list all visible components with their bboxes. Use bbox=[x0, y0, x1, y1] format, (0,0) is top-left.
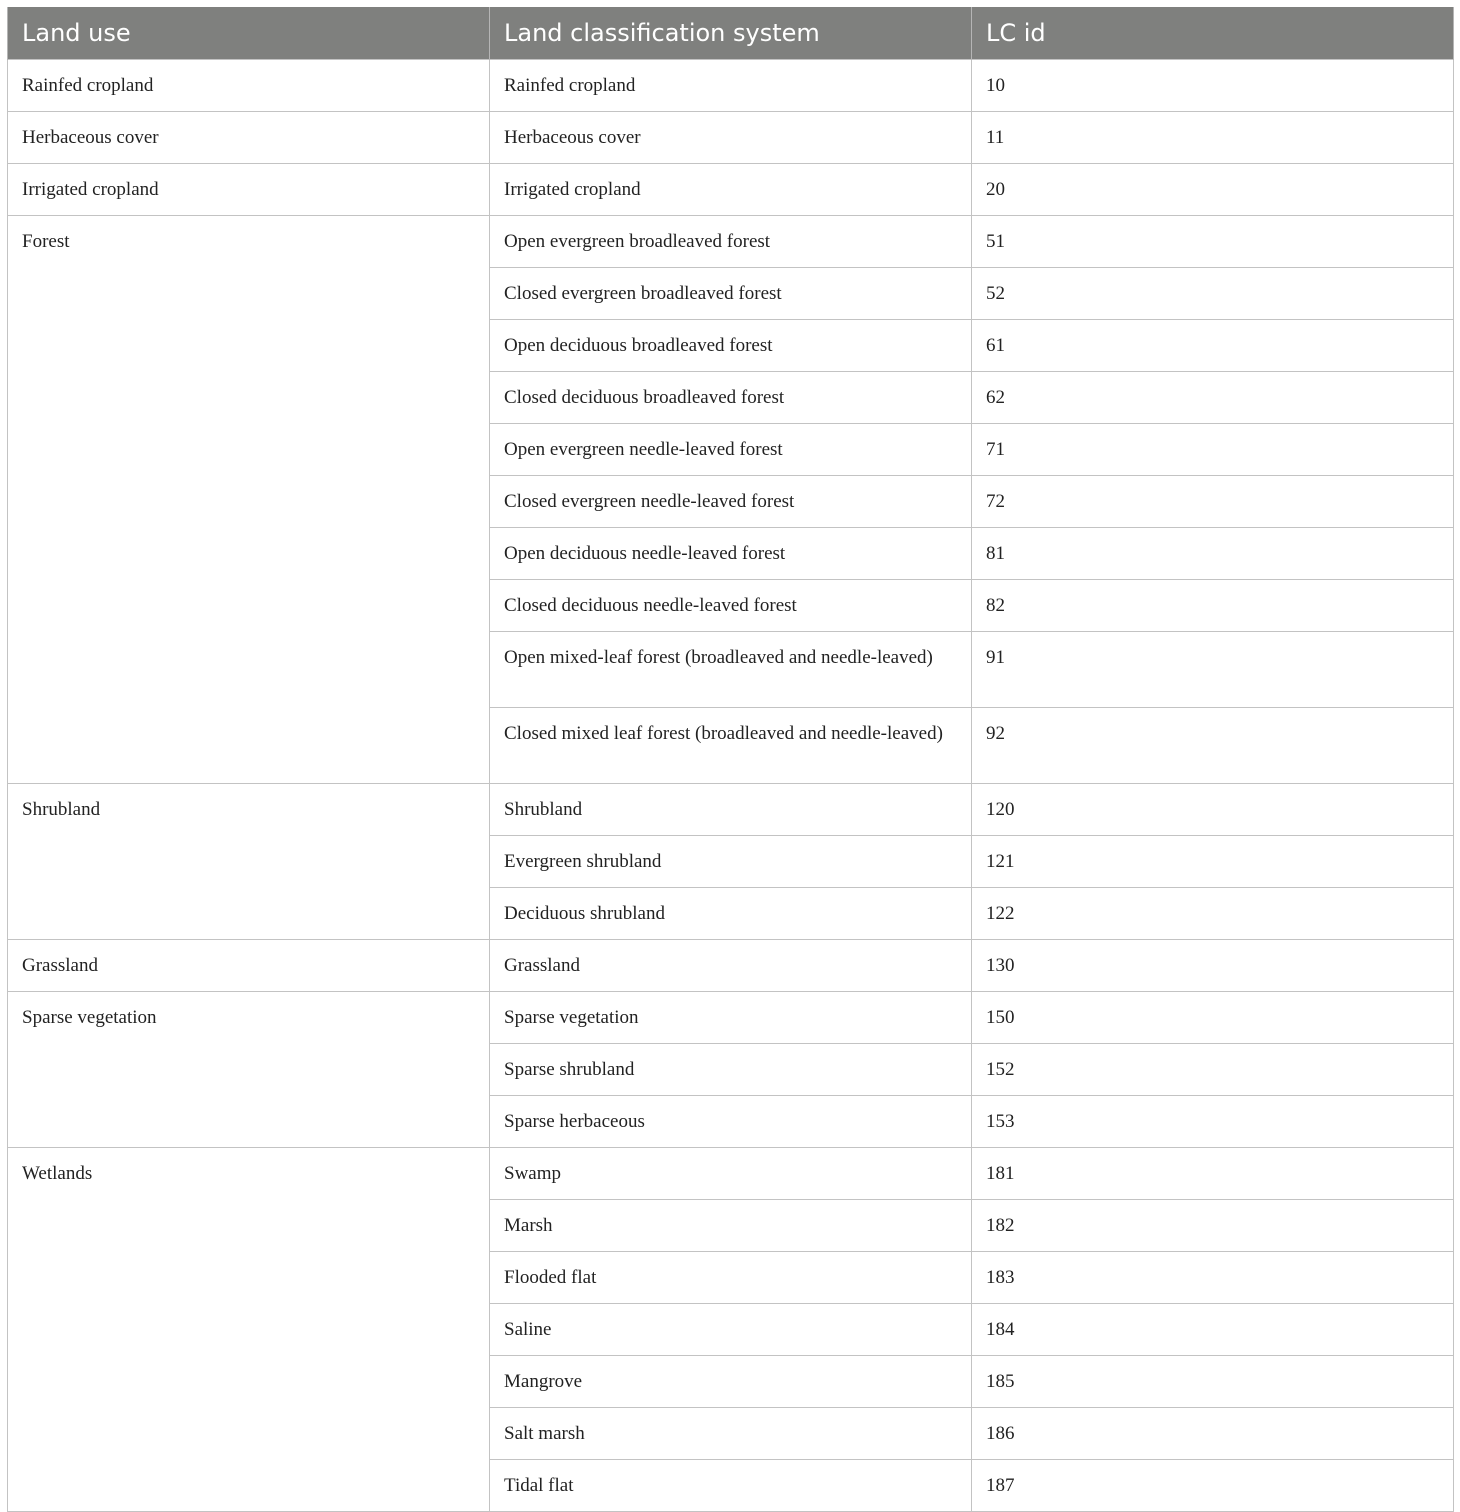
lc-id-cell: 81 bbox=[972, 528, 1454, 580]
land-classification-table bbox=[7, 7, 1454, 1512]
classification-cell: Closed mixed leaf forest (broadleaved and needle-leaved) bbox=[490, 708, 972, 784]
classification-cell: Evergreen shrubland bbox=[490, 836, 972, 888]
table-row bbox=[8, 992, 1454, 1044]
lc-id-cell: 183 bbox=[972, 1252, 1454, 1304]
lc-id-cell: 10 bbox=[972, 60, 1454, 112]
table-row bbox=[8, 164, 1454, 216]
lc-id-cell: 150 bbox=[972, 992, 1454, 1044]
table-header-row bbox=[8, 7, 1454, 60]
lc-id-cell: 184 bbox=[972, 1304, 1454, 1356]
classification-cell: Saline bbox=[490, 1304, 972, 1356]
classification-cell: Tidal flat bbox=[490, 1460, 972, 1512]
lc-id-cell: 20 bbox=[972, 164, 1454, 216]
classification-cell: Closed deciduous needle-leaved forest bbox=[490, 580, 972, 632]
classification-cell: Salt marsh bbox=[490, 1408, 972, 1460]
lc-id-cell: 91 bbox=[972, 632, 1454, 708]
lc-id-cell: 61 bbox=[972, 320, 1454, 372]
classification-cell: Deciduous shrubland bbox=[490, 888, 972, 940]
classification-cell: Closed evergreen needle-leaved forest bbox=[490, 476, 972, 528]
classification-cell: Rainfed cropland bbox=[490, 60, 972, 112]
classification-cell: Open mixed-leaf forest (broadleaved and needle-leaved) bbox=[490, 632, 972, 708]
table-row bbox=[8, 60, 1454, 112]
table-row bbox=[8, 112, 1454, 164]
classification-cell: Swamp bbox=[490, 1148, 972, 1200]
land-use-cell: Irrigated cropland bbox=[8, 164, 490, 216]
classification-cell: Sparse shrubland bbox=[490, 1044, 972, 1096]
classification-cell: Open deciduous needle-leaved forest bbox=[490, 528, 972, 580]
lc-id-cell: 185 bbox=[972, 1356, 1454, 1408]
lc-id-cell: 71 bbox=[972, 424, 1454, 476]
land-use-cell: Wetlands bbox=[8, 1148, 490, 1512]
classification-cell: Open evergreen broadleaved forest bbox=[490, 216, 972, 268]
table-row bbox=[8, 1148, 1454, 1200]
lc-id-cell: 62 bbox=[972, 372, 1454, 424]
lc-id-cell: 72 bbox=[972, 476, 1454, 528]
lc-id-cell: 122 bbox=[972, 888, 1454, 940]
classification-cell: Marsh bbox=[490, 1200, 972, 1252]
classification-cell: Sparse herbaceous bbox=[490, 1096, 972, 1148]
land-use-cell: Rainfed cropland bbox=[8, 60, 490, 112]
lc-id-cell: 11 bbox=[972, 112, 1454, 164]
lc-id-cell: 152 bbox=[972, 1044, 1454, 1096]
lc-id-cell: 130 bbox=[972, 940, 1454, 992]
land-use-cell: Shrubland bbox=[8, 784, 490, 940]
table-row bbox=[8, 784, 1454, 836]
classification-cell: Grassland bbox=[490, 940, 972, 992]
land-use-cell: Grassland bbox=[8, 940, 490, 992]
lc-id-cell: 187 bbox=[972, 1460, 1454, 1512]
land-use-cell: Forest bbox=[8, 216, 490, 784]
land-use-cell: Herbaceous cover bbox=[8, 112, 490, 164]
classification-cell: Closed evergreen broadleaved forest bbox=[490, 268, 972, 320]
classification-cell: Irrigated cropland bbox=[490, 164, 972, 216]
lc-id-cell: 92 bbox=[972, 708, 1454, 784]
lc-id-cell: 82 bbox=[972, 580, 1454, 632]
lc-id-cell: 51 bbox=[972, 216, 1454, 268]
header-lc-id: LC id bbox=[972, 7, 1454, 60]
lc-id-cell: 153 bbox=[972, 1096, 1454, 1148]
classification-cell: Open deciduous broadleaved forest bbox=[490, 320, 972, 372]
land-use-cell: Sparse vegetation bbox=[8, 992, 490, 1148]
lc-id-cell: 52 bbox=[972, 268, 1454, 320]
classification-cell: Mangrove bbox=[490, 1356, 972, 1408]
header-land-classification-system: Land classification system bbox=[490, 7, 972, 60]
lc-id-cell: 120 bbox=[972, 784, 1454, 836]
table-row bbox=[8, 216, 1454, 268]
classification-cell: Herbaceous cover bbox=[490, 112, 972, 164]
classification-cell: Shrubland bbox=[490, 784, 972, 836]
classification-cell: Closed deciduous broadleaved forest bbox=[490, 372, 972, 424]
lc-id-cell: 121 bbox=[972, 836, 1454, 888]
classification-cell: Sparse vegetation bbox=[490, 992, 972, 1044]
classification-cell: Flooded flat bbox=[490, 1252, 972, 1304]
table-row bbox=[8, 940, 1454, 992]
lc-id-cell: 181 bbox=[972, 1148, 1454, 1200]
classification-cell: Open evergreen needle-leaved forest bbox=[490, 424, 972, 476]
lc-id-cell: 186 bbox=[972, 1408, 1454, 1460]
lc-id-cell: 182 bbox=[972, 1200, 1454, 1252]
header-land-use: Land use bbox=[8, 7, 490, 60]
